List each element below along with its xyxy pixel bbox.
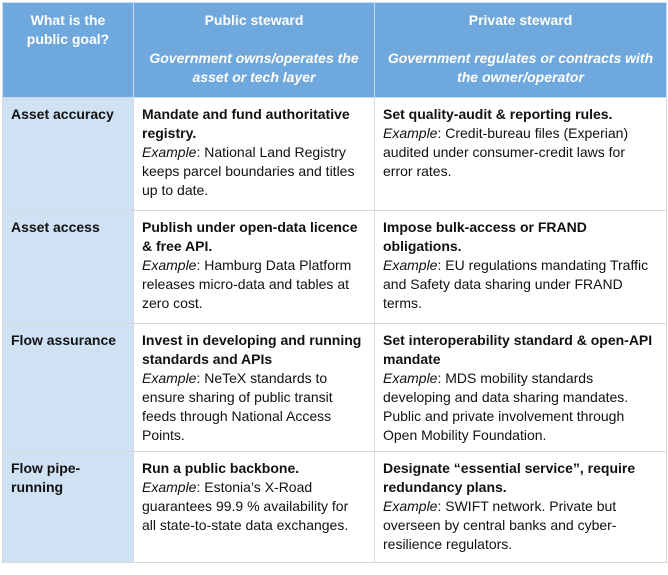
header-private-subtitle: Government regulates or contracts with the owner/operator [387,50,654,85]
private-cell [375,452,667,563]
private-lead: Designate “essential service”, require redundancy plans. [383,460,636,495]
row-goal-label: Flow assurance [3,324,134,452]
public-example-text: : Estonia’s X-Road guarantees 99.9 % availability for all state-to-state data exchanges. [142,479,349,533]
private-cell [375,98,667,211]
row-goal-label: Asset accuracy [3,98,134,211]
example-label: Example [383,257,438,273]
public-lead: Invest in developing and running standards and APIs [142,332,362,367]
public-example-text: : National Land Registry keeps parcel boundaries and titles up to date. [142,144,355,198]
public-cell [134,324,375,452]
example-label: Example [383,370,438,386]
header-row [3,3,667,98]
header-public-subtitle: Government owns/operates the asset or tech layer [149,50,359,85]
header-private-steward [375,3,667,98]
stewardship-table [2,2,667,563]
header-goal: What is the public goal? [3,3,134,98]
public-lead: Run a public backbone. [142,460,300,476]
example-label: Example [142,257,197,273]
row-goal-label: Asset access [3,211,134,324]
private-example-text: : EU regulations mandating Traffic and Safety data sharing under FRAND terms. [383,257,649,311]
public-lead: Mandate and fund authoritative registry. [142,106,350,141]
private-cell [375,211,667,324]
header-public-title: Public steward [204,12,304,28]
header-public-steward [134,3,375,98]
private-example-text: : SWIFT network. Private but overseen by central banks and cyber-resilience regulators. [383,498,617,552]
example-label: Example [383,125,438,141]
public-example-text: : Hamburg Data Platform releases micro-data and tables at zero cost. [142,257,352,311]
private-lead: Impose bulk-access or FRAND obligations. [383,219,587,254]
table-row [3,452,667,563]
private-cell [375,324,667,452]
public-lead: Publish under open-data licence & free API. [142,219,358,254]
table-row [3,324,667,452]
example-label: Example [142,144,197,160]
public-cell [134,452,375,563]
private-example-text: : MDS mobility standards developing and data sharing mandates. Public and private involvement through Open Mobility Foundation. [383,370,629,443]
private-lead: Set quality-audit & reporting rules. [383,106,613,122]
table-row [3,211,667,324]
private-example-text: : Credit-bureau files (Experian) audited under consumer-credit laws for error rates. [383,125,629,179]
header-private-title: Private steward [468,12,573,28]
public-cell [134,98,375,211]
row-goal-label: Flow pipe-running [3,452,134,563]
example-label: Example [383,498,438,514]
public-example-text: : NeTeX standards to ensure sharing of public transit feeds through National Access Points. [142,370,333,443]
private-lead: Set interoperability standard & open-API mandate [383,332,653,367]
table-row [3,98,667,211]
example-label: Example [142,370,197,386]
example-label: Example [142,479,197,495]
public-cell [134,211,375,324]
